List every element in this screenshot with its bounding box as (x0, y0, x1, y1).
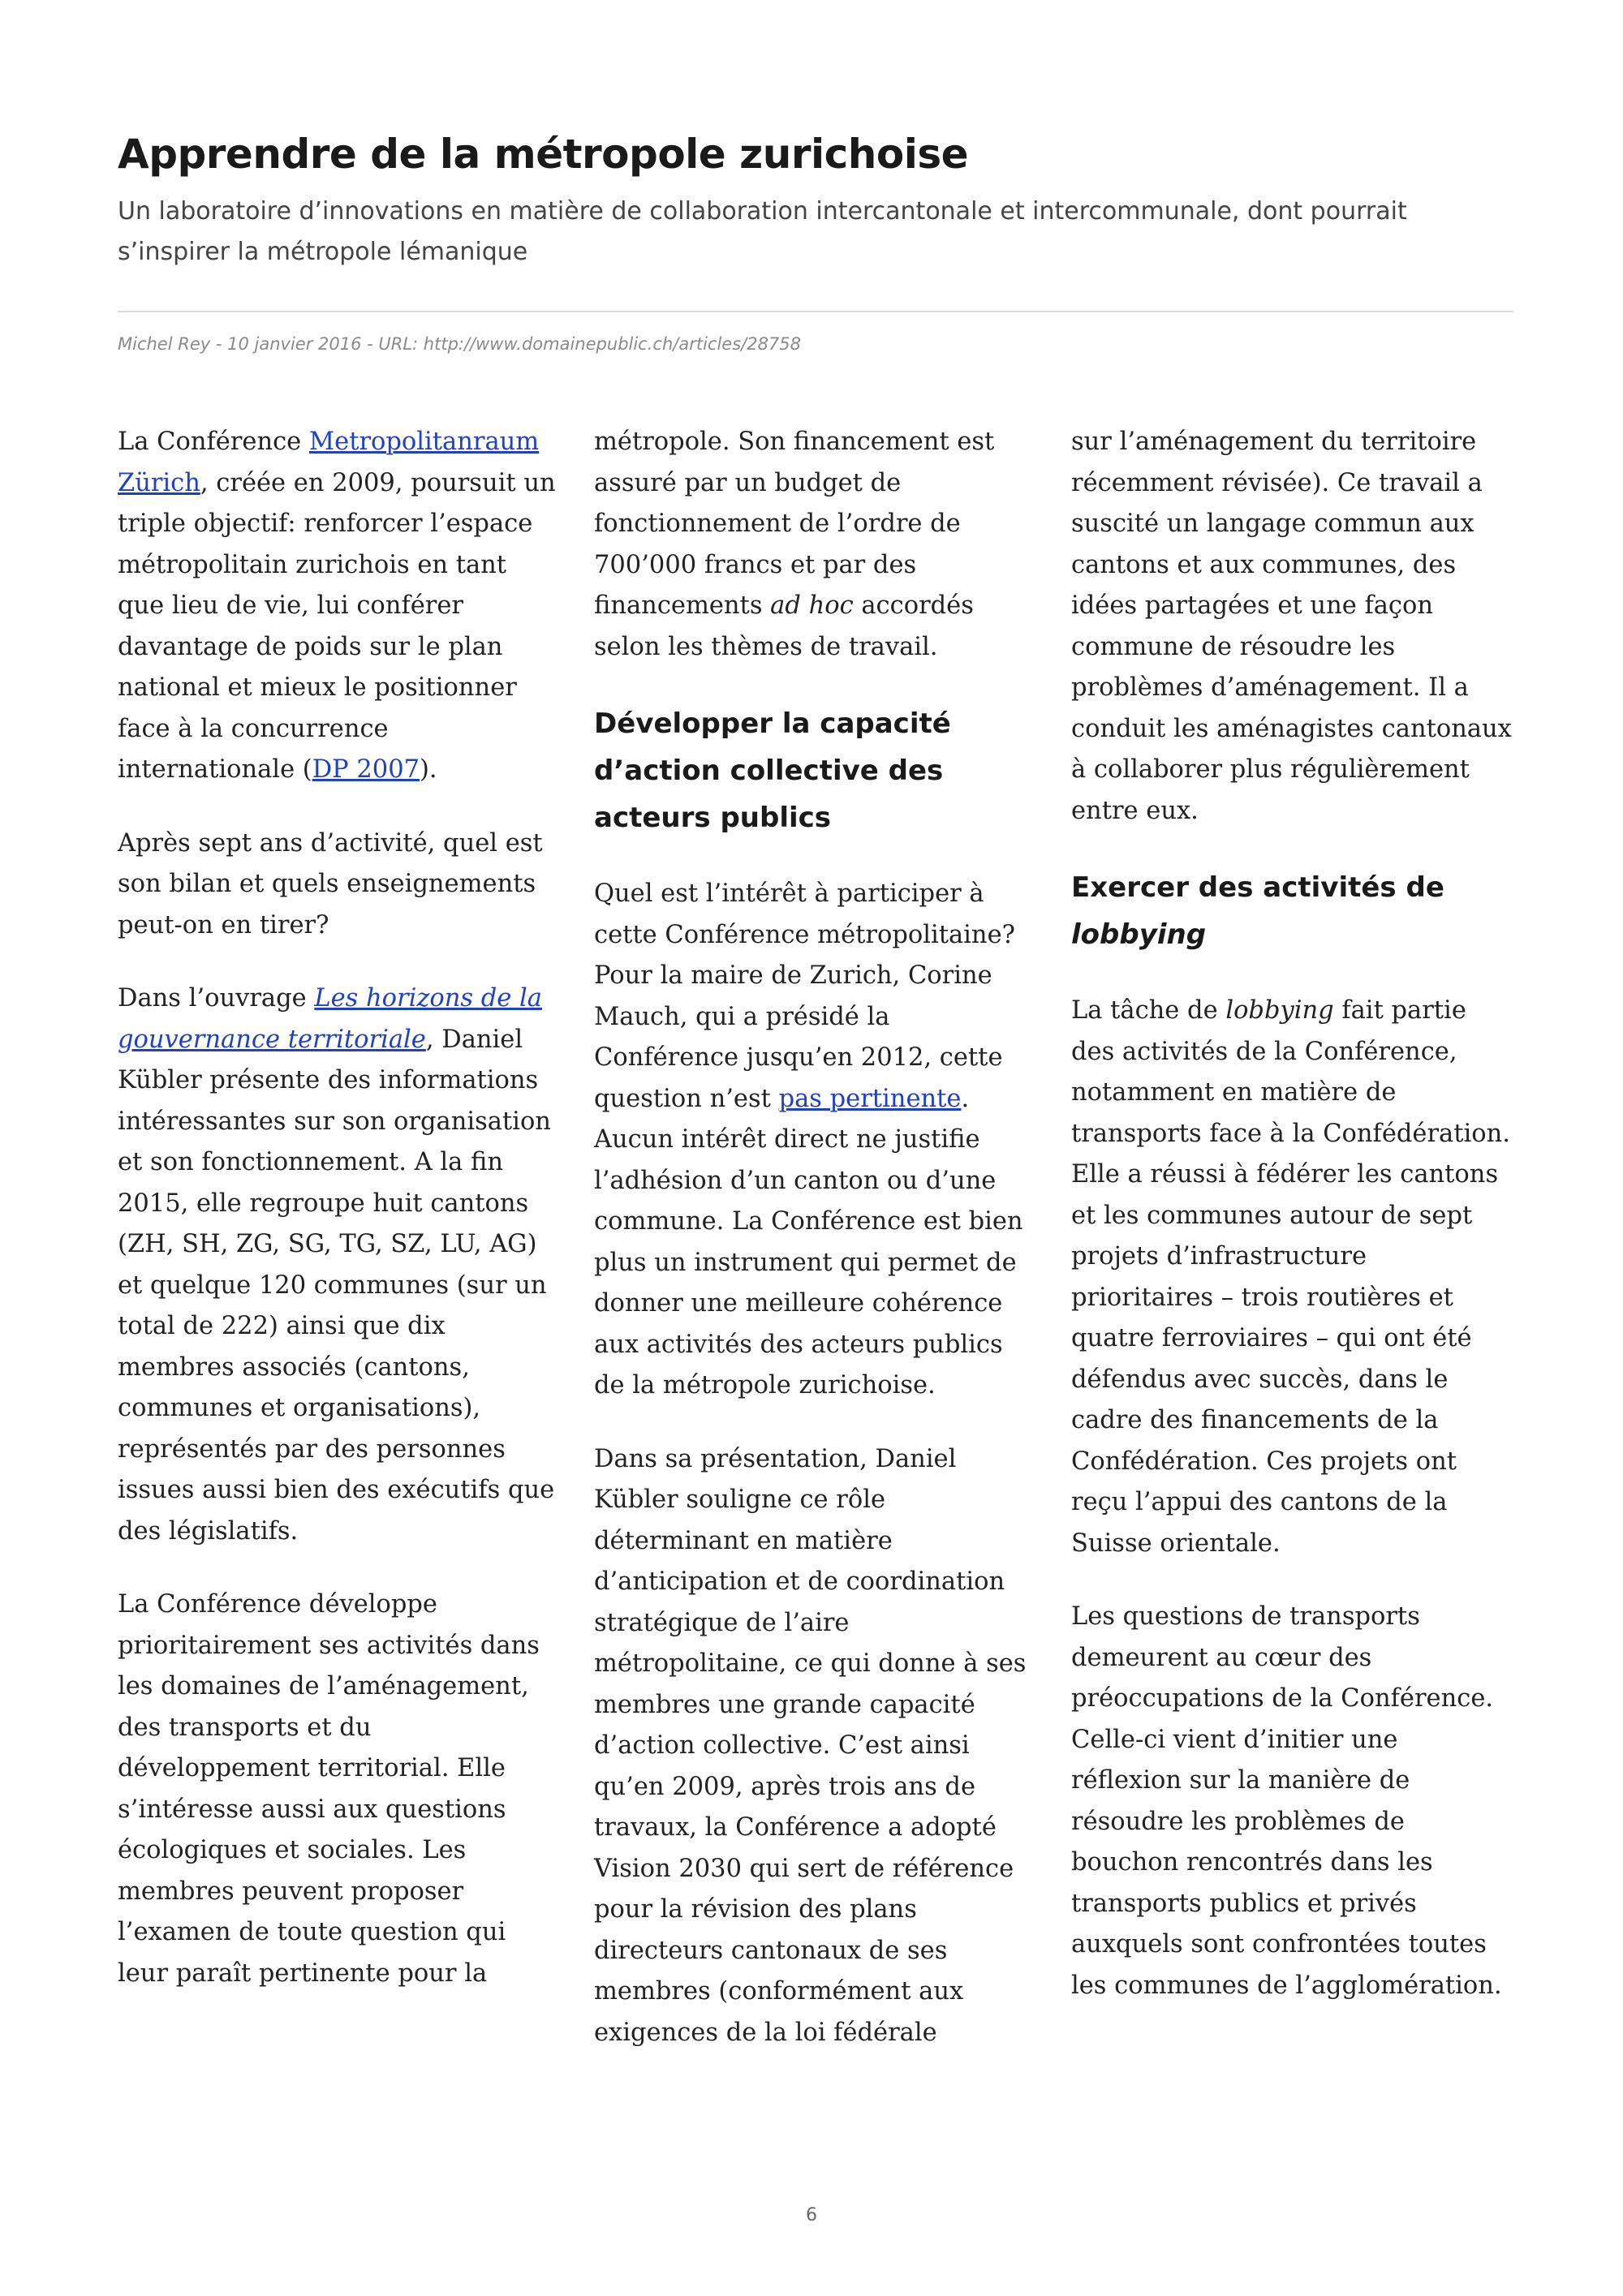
emphasis: lobbying (1071, 918, 1207, 951)
text: ). (420, 755, 437, 784)
link-metropolitanraum-zurich[interactable]: Metropolitanraum Zürich (118, 428, 540, 497)
paragraph (594, 874, 1036, 1407)
text: , Daniel Kübler présente des informations intéressantes sur son organisation et son fonctionnement. A la fin 2015, elle regroupe huit cantons (ZH, SH, ZG, SG, TG, SZ, LU, AG) et quelque 120 communes (sur un total de 222) ainsi que dix membres associés (cantons, communes et organisations), représentés par des personnes issues aussi bien des exécutifs que des législatifs. (118, 1025, 555, 1546)
text: La tâche de (1071, 996, 1226, 1025)
page-number: 6 (806, 2205, 817, 2225)
paragraph: La Conférence développe prioritairement ses activités dans les domaines de l’aménagement, des transports et du développement territorial. Elle s’intéresse aussi aux questions écologiques et sociales. Les membres peuvent proposer l’examen de toute question qui leur paraît pertinente pour la (118, 1590, 540, 1988)
column-2 (594, 422, 1036, 2086)
link-dp-2007[interactable]: DP 2007 (312, 755, 420, 784)
paragraph (118, 422, 560, 791)
paragraph (1071, 991, 1513, 1564)
paragraph: sur l’aménagement du territoire récemment révisée). Ce travail a suscité un langage commun aux cantons et aux communes, des idées partagées et une façon commune de résoudre les problèmes d’aménagement. Il a conduit les aménagistes cantonaux à collaborer plus régulièrement entre eux. (1071, 428, 1512, 825)
article-header (118, 130, 1509, 273)
text: fait partie des activités de la Conférence, notamment en matière de transports face à la Confédération. Elle a réussi à fédérer les cantons et les communes autour de sept projets d’infrastructure prioritaires – trois routières et quatre ferroviaires – qui ont été défendus avec succès, dans le cadre des financements de la Confédération. Ces projets ont reçu l’appui des cantons de la Suisse orientale. (1071, 996, 1510, 1558)
section-heading: Développer la capacité d’action collective des acteurs publics (594, 707, 951, 834)
text: La Conférence (118, 428, 309, 456)
column-1 (118, 422, 560, 2027)
paragraph (594, 422, 1036, 668)
paragraph (118, 978, 560, 1552)
text: Exercer des activités de (1071, 871, 1444, 904)
emphasis: lobbying (1225, 996, 1334, 1025)
paragraph: Les questions de transports demeurent au cœur des préoccupations de la Conférence. Celle-ci vient d’initier une réflexion sur la manière de résoudre les problèmes de bouchon rencontrés dans les transports publics et privés auxquels sont confrontées toutes les communes de l’agglomération. (1071, 1602, 1502, 2000)
text: Quel est l’intérêt à participer à cette Conférence métropolitaine? Pour la maire de Zurich, Corine Mauch, qui a présidé la Conférence jusqu’en 2012, cette question n’est (594, 879, 1015, 1113)
article-title: Apprendre de la métropole zurichoise (118, 131, 969, 178)
section-heading (1071, 864, 1513, 958)
emphasis: ad hoc (770, 591, 854, 620)
text: accordés selon les thèmes de travail. (594, 591, 974, 661)
text: , créée en 2009, poursuit un triple objectif: renforcer l’espace métropolitain zurichois en tant que lieu de vie, lui conférer davantage de poids sur le plan national et mieux le positionner face à la concurrence internationale ( (118, 468, 556, 784)
text: Dans l’ouvrage (118, 984, 315, 1013)
header-divider (118, 311, 1513, 312)
article-meta: Michel Rey - 10 janvier 2016 - URL: http://www.domainepublic.ch/articles/28758 (118, 334, 802, 354)
link-pas-pertinente[interactable]: pas pertinente (778, 1084, 962, 1113)
text: métropole. Son financement est assuré par un budget de fonctionnement de l’ordre de 700’000 francs et par des financements (594, 428, 995, 620)
paragraph: Dans sa présentation, Daniel Kübler souligne ce rôle déterminant en matière d’anticipation et de coordination stratégique de l’aire métropolitaine, ce qui donne à ses membres une grande capacité d’action collective. C’est ainsi qu’en 2009, après trois ans de travaux, la Conférence a adopté Vision 2030 qui sert de référence pour la révision des plans directeurs cantonaux de ses membres (conformément aux exigences de la loi fédérale (594, 1444, 1027, 2047)
link-horizons-gouvernance[interactable]: Les horizons de la gouvernance territoriale (118, 984, 542, 1054)
paragraph: Après sept ans d’activité, quel est son bilan et quels enseignements peut-on en tirer? (118, 828, 543, 939)
article-subtitle: Un laboratoire d’innovations en matière de collaboration intercantonale et intercommunale, dont pourrait s’inspirer la métropole lémanique (118, 197, 1407, 266)
text: . Aucun intérêt direct ne justifie l’adhésion d’un canton ou d’une commune. La Conférence est bien plus un instrument qui permet de donner une meilleure cohérence aux activités des acteurs publics de la métropole zurichoise. (594, 1084, 1023, 1400)
column-3 (1071, 422, 1513, 2039)
